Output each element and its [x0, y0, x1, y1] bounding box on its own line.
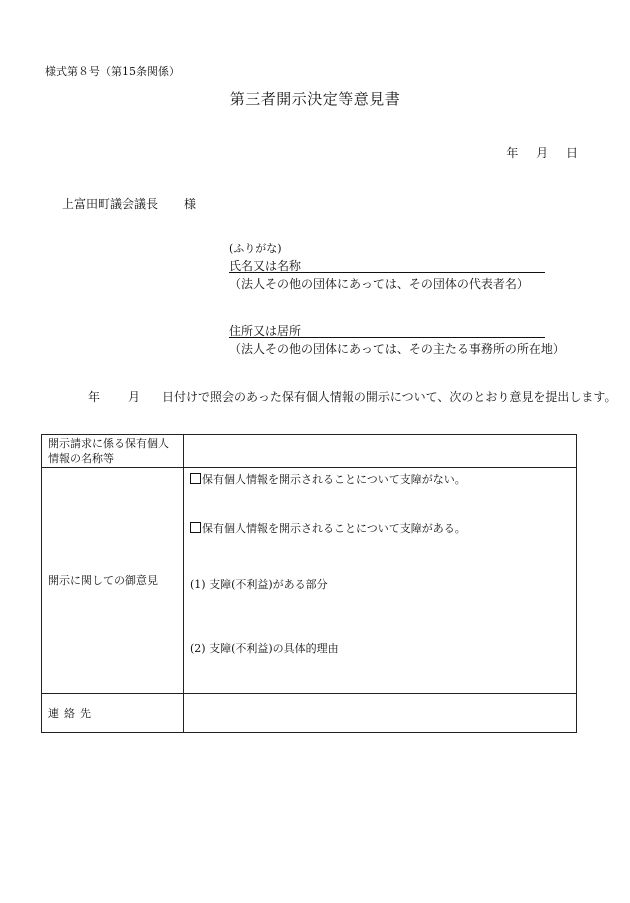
addressee-name: 上富田町議会議長 — [62, 197, 159, 211]
document-title: 第三者開示決定等意見書 — [229, 90, 401, 108]
intro-year: 年 — [88, 390, 101, 404]
hindrance-reason-item: (2) 支障(不利益)の具体的理由 — [190, 642, 339, 655]
option-hindrance-label: 保有個人情報を開示されることについて支障がある。 — [202, 522, 466, 535]
contact-label: 連絡先 — [42, 694, 184, 733]
address-note: （法人その他の団体にあっては、その主たる事務所の所在地） — [229, 342, 565, 356]
opinion-cell — [184, 468, 577, 694]
intro-sentence — [88, 388, 616, 405]
intro-month: 月 — [128, 390, 141, 404]
furigana-label: (ふりがな) — [229, 242, 282, 255]
info-name-cell[interactable] — [184, 435, 577, 468]
option-hindrance[interactable] — [190, 520, 466, 536]
addressee-honorific: 様 — [184, 197, 197, 211]
name-underline[interactable] — [229, 272, 545, 273]
table-row — [42, 468, 577, 694]
opinion-label: 開示に関しての御意見 — [42, 468, 184, 694]
option-no-hindrance-label: 保有個人情報を開示されることについて支障がない。 — [202, 473, 466, 486]
address-label: 住所又は居所 — [229, 324, 302, 338]
checkbox-hindrance[interactable] — [190, 522, 201, 533]
hindrance-part-item: (1) 支障(不利益)がある部分 — [190, 578, 328, 591]
addressee — [62, 195, 196, 212]
table-row — [42, 694, 577, 733]
intro-text: 日付けで照会のあった保有個人情報の開示について、次のとおり意見を提出します。 — [162, 390, 617, 404]
name-label: 氏名又は名称 — [229, 259, 302, 273]
table-row — [42, 435, 577, 468]
opinion-table — [41, 434, 577, 733]
contact-cell[interactable] — [184, 694, 577, 733]
name-note: （法人その他の団体にあっては、その団体の代表者名） — [229, 277, 529, 291]
info-name-label: 開示請求に係る保有個人情報の名称等 — [42, 435, 184, 468]
checkbox-no-hindrance[interactable] — [190, 473, 201, 484]
address-underline[interactable] — [229, 337, 545, 338]
form-number: 様式第８号（第15条関係） — [45, 65, 180, 78]
date-line: 年 月 日 — [506, 146, 578, 160]
option-no-hindrance[interactable] — [190, 471, 466, 487]
